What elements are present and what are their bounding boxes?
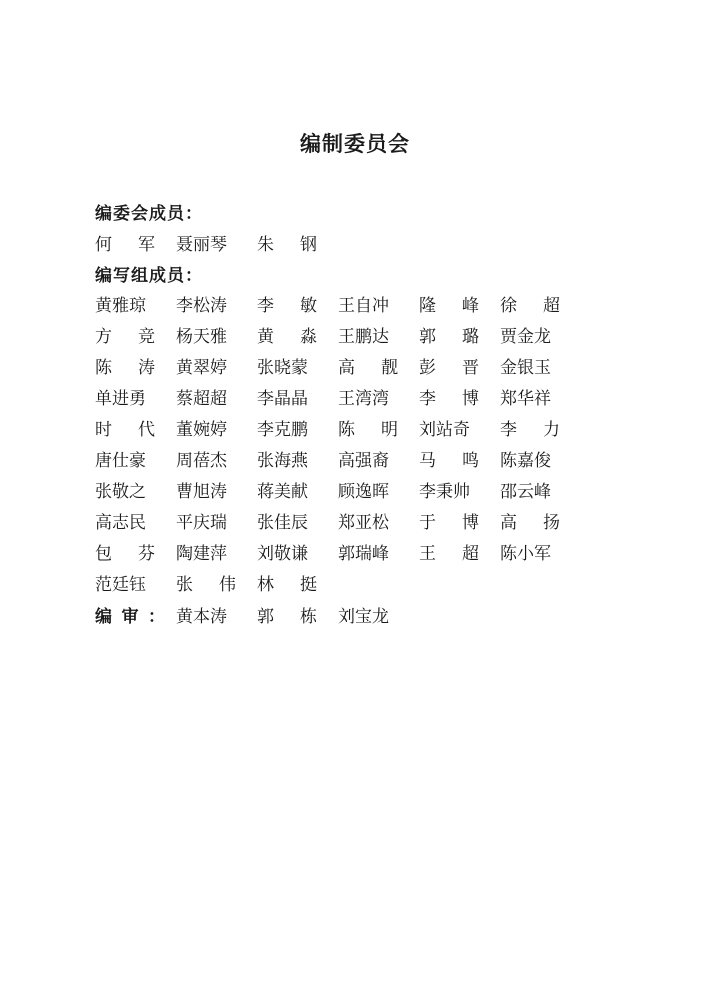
member-name: 陈小军 [500, 544, 551, 564]
member-name: 李晶晶 [257, 389, 308, 409]
member-name: 徐 超 [500, 296, 560, 316]
member-name: 刘敬谦 [257, 544, 308, 564]
member-name: 黄雅琼 [95, 296, 146, 316]
page-title: 编制委员会 [300, 132, 410, 156]
member-name: 黄 淼 [257, 327, 317, 347]
writers-heading: 编写组成员： [95, 266, 203, 286]
member-name: 贾金龙 [500, 327, 551, 347]
member-name: 黄本涛 [176, 607, 227, 627]
member-name: 平庆瑞 [176, 513, 227, 533]
member-name: 陶建萍 [176, 544, 227, 564]
member-name: 高 扬 [500, 513, 560, 533]
member-name: 郑华祥 [500, 389, 551, 409]
member-name: 王 超 [419, 544, 479, 564]
member-name: 范廷钰 [95, 575, 146, 595]
member-name: 黄翠婷 [176, 358, 227, 378]
member-name: 单进勇 [95, 389, 146, 409]
member-name: 邵云峰 [500, 482, 551, 502]
member-name: 李 力 [500, 420, 560, 440]
member-name: 朱 钢 [257, 235, 317, 255]
member-name: 刘站奇 [419, 420, 470, 440]
member-name: 高强裔 [338, 451, 389, 471]
member-name: 曹旭涛 [176, 482, 227, 502]
member-name: 王鹏达 [338, 327, 389, 347]
member-name: 何 军 [95, 235, 155, 255]
member-name: 张海燕 [257, 451, 308, 471]
member-name: 唐仕豪 [95, 451, 146, 471]
member-name: 陈 涛 [95, 358, 155, 378]
member-name: 李秉帅 [419, 482, 470, 502]
member-name: 王自冲 [338, 296, 389, 316]
member-name: 郭瑞峰 [338, 544, 389, 564]
member-name: 高 靓 [338, 358, 398, 378]
member-name: 时 代 [95, 420, 155, 440]
member-name: 张佳辰 [257, 513, 308, 533]
member-name: 王湾湾 [338, 389, 389, 409]
member-name: 隆 峰 [419, 296, 479, 316]
member-name: 金银玉 [500, 358, 551, 378]
member-name: 李松涛 [176, 296, 227, 316]
member-name: 李 敏 [257, 296, 317, 316]
member-name: 周蓓杰 [176, 451, 227, 471]
member-name: 张 伟 [176, 575, 236, 595]
member-name: 杨天雅 [176, 327, 227, 347]
member-name: 高志民 [95, 513, 146, 533]
member-name: 李克鹏 [257, 420, 308, 440]
member-name: 郑亚松 [338, 513, 389, 533]
member-name: 董婉婷 [176, 420, 227, 440]
member-name: 郭 栋 [257, 607, 317, 627]
member-name: 包 芬 [95, 544, 155, 564]
member-name: 刘宝龙 [338, 607, 389, 627]
member-name: 蒋美献 [257, 482, 308, 502]
member-name: 张晓蒙 [257, 358, 308, 378]
member-name: 马 鸣 [419, 451, 479, 471]
member-name: 林 挺 [257, 575, 317, 595]
member-name: 张敬之 [95, 482, 146, 502]
member-name: 陈嘉俊 [500, 451, 551, 471]
member-name: 彭 晋 [419, 358, 479, 378]
member-name: 于 博 [419, 513, 479, 533]
member-name: 郭 璐 [419, 327, 479, 347]
member-name: 蔡超超 [176, 389, 227, 409]
member-name: 李 博 [419, 389, 479, 409]
member-name: 顾逸晖 [338, 482, 389, 502]
member-name: 方 竞 [95, 327, 155, 347]
committee-heading: 编委会成员： [95, 204, 203, 224]
member-name: 陈 明 [338, 420, 398, 440]
member-name: 聂丽琴 [176, 235, 227, 255]
reviewers-label: 编 审 ： [95, 607, 165, 627]
